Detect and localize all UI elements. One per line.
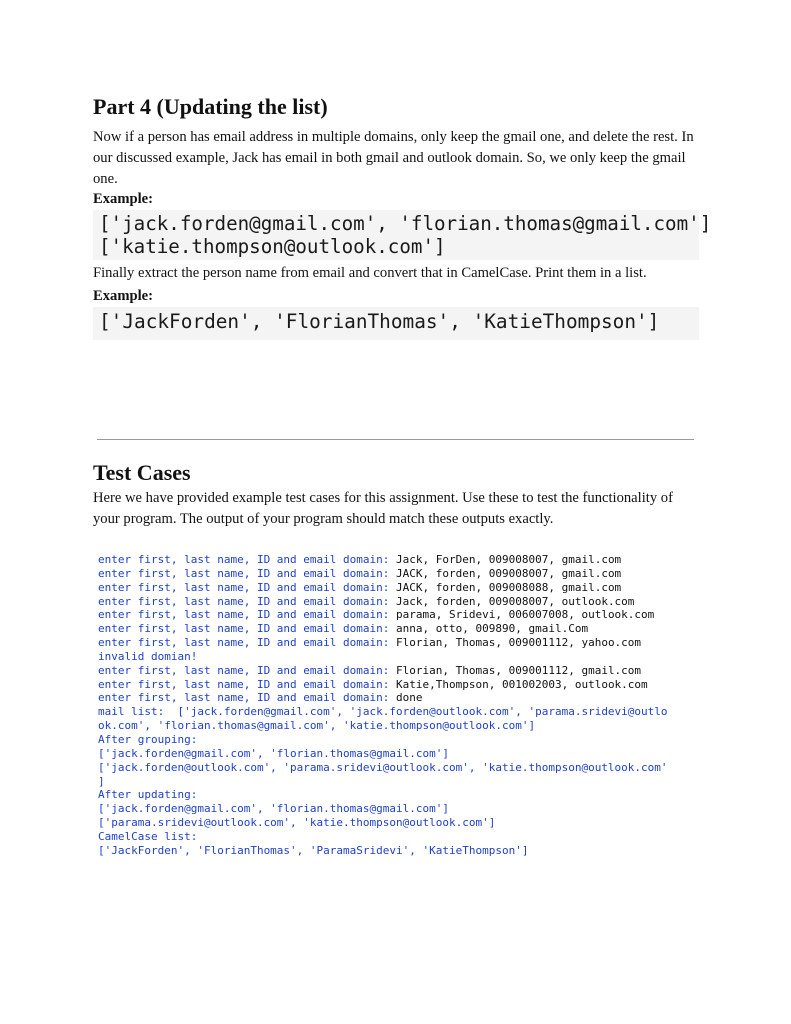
terminal-line: [98, 622, 699, 636]
example-code-line: ['jack.forden@gmail.com', 'florian.thomas@gmail.com']: [99, 212, 712, 235]
output-line: ['JackForden', 'FlorianThomas', 'ParamaSridevi', 'KatieThompson']: [98, 843, 529, 857]
user-input: Jack, forden, 009008007, outlook.com: [396, 594, 635, 608]
terminal-line: [98, 678, 699, 692]
terminal-line: [98, 608, 699, 622]
terminal-line: [98, 581, 699, 595]
user-input: done: [396, 691, 423, 705]
input-prompt: enter first, last name, ID and email domain:: [98, 566, 397, 580]
section-divider: [97, 439, 694, 440]
camelcase-intro: Finally extract the person name from email and convert that in CamelCase. Print them in a list.: [93, 265, 647, 281]
terminal-line: [98, 691, 699, 705]
user-input: parama, Sridevi, 006007008, outlook.com: [396, 608, 655, 622]
user-input: Florian, Thomas, 009001112, yahoo.com: [396, 636, 642, 650]
user-input: JACK, forden, 009008088, gmail.com: [396, 580, 622, 594]
user-input: Florian, Thomas, 009001112, gmail.com: [396, 663, 642, 677]
test-cases-heading: Test Cases: [93, 460, 191, 485]
example-label-2: Example:: [93, 288, 153, 304]
part4-intro: Now if a person has email address in multiple domains, only keep the gmail one, and delete the rest. In our discussed example, Jack has email in both gmail and outlook domain. So, we only keep the gmail one.: [93, 129, 694, 187]
input-prompt: enter first, last name, ID and email domain:: [98, 663, 397, 677]
output-line: ok.com', 'florian.thomas@gmail.com', 'katie.thompson@outlook.com']: [98, 719, 536, 733]
input-prompt: enter first, last name, ID and email domain:: [98, 636, 397, 650]
input-prompt: enter first, last name, ID and email domain:: [98, 594, 397, 608]
terminal-line: [98, 595, 699, 609]
input-prompt: enter first, last name, ID and email domain:: [98, 580, 397, 594]
example-label-1: Example:: [93, 191, 153, 207]
output-line: mail list: ['jack.forden@gmail.com', 'jack.forden@outlook.com', 'parama.sridevi@outlo: [98, 705, 668, 719]
terminal-line: [98, 567, 699, 581]
input-prompt: enter first, last name, ID and email domain:: [98, 677, 397, 691]
input-prompt: enter first, last name, ID and email domain:: [98, 691, 397, 705]
output-line: ['jack.forden@gmail.com', 'florian.thomas@gmail.com']: [98, 802, 449, 816]
user-input: anna, otto, 009890, gmail.Com: [396, 622, 589, 636]
user-input: JACK, forden, 009008007, gmail.com: [396, 566, 622, 580]
test-cases-intro: Here we have provided example test cases for this assignment. Use these to test the functionality of your program. The output of your program should match these outputs exactly.: [93, 490, 673, 527]
output-line: ['parama.sridevi@outlook.com', 'katie.thompson@outlook.com']: [98, 816, 496, 830]
test-case-output: [93, 553, 699, 859]
output-line: ['jack.forden@outlook.com', 'parama.sridevi@outlook.com', 'katie.thompson@outlook.com': [98, 760, 668, 774]
user-input: Jack, ForDen, 009008007, gmail.com: [396, 553, 622, 566]
example-code-line: ['JackForden', 'FlorianThomas', 'KatieThompson']: [99, 310, 660, 333]
terminal-line: [98, 664, 699, 678]
output-line: CamelCase list:: [98, 829, 198, 843]
output-line: After updating:: [98, 788, 198, 802]
example-code-block-1: [93, 210, 712, 260]
terminal-line: [98, 553, 699, 567]
terminal-line: [98, 636, 699, 650]
output-line: ]: [98, 774, 105, 788]
user-input: Katie,Thompson, 001002003, outlook.com: [396, 677, 648, 691]
invalid-domain-message: invalid domian!: [98, 649, 198, 663]
output-line: After grouping:: [98, 732, 198, 746]
input-prompt: enter first, last name, ID and email domain:: [98, 608, 397, 622]
output-line: ['jack.forden@gmail.com', 'florian.thomas@gmail.com']: [98, 746, 449, 760]
example-code-line: ['katie.thompson@outlook.com']: [99, 235, 446, 258]
example-code-block-2: [93, 307, 699, 340]
input-prompt: enter first, last name, ID and email domain:: [98, 622, 397, 636]
input-prompt: enter first, last name, ID and email domain:: [98, 553, 397, 566]
part4-heading: Part 4 (Updating the list): [93, 94, 328, 119]
